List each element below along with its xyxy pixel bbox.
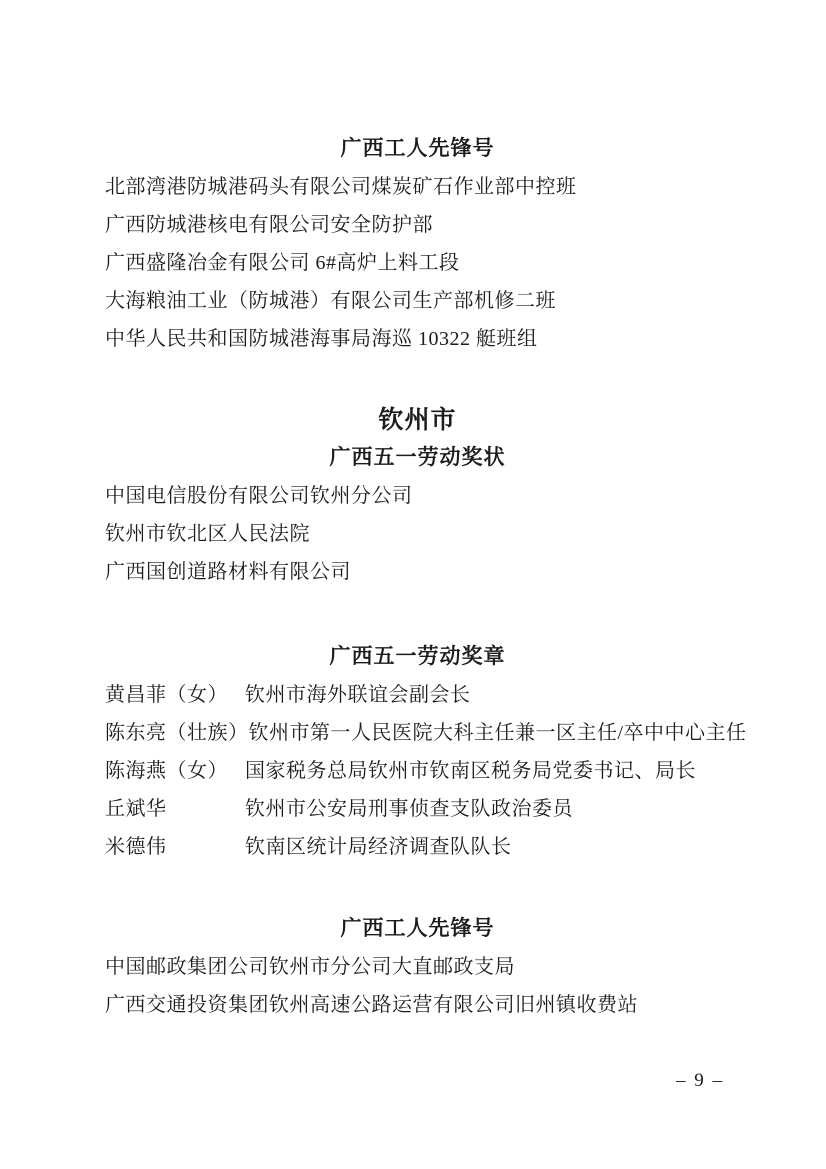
- section-pioneer-fangchenggang: [105, 130, 730, 358]
- section-heading: 广西五一劳动奖状: [329, 446, 506, 469]
- award-item: 中国电信股份有限公司钦州分公司: [105, 485, 413, 507]
- award-item: 广西交通投资集团钦州高速公路运营有限公司旧州镇收费站: [105, 994, 638, 1016]
- award-item: 中国邮政集团公司钦州市分公司大直邮政支局: [105, 956, 515, 978]
- recipient-title: 钦州市海外联谊会副会长: [245, 684, 471, 706]
- recipient-name: 陈东亮（壮族）: [105, 722, 249, 744]
- recipient-name: 米德伟: [105, 836, 167, 858]
- section-labor-award-certificate: [105, 439, 730, 591]
- city-heading: 钦州市: [378, 406, 457, 434]
- page-number: – 9 –: [676, 1070, 724, 1091]
- recipient-name: 陈海燕（女）: [105, 760, 228, 782]
- recipient-row: [105, 714, 747, 752]
- recipient-name: 丘斌华: [105, 798, 167, 820]
- recipient-name: 黄昌菲（女）: [105, 684, 228, 706]
- recipient-row: [105, 828, 730, 866]
- recipient-title: 钦州市公安局刑事侦查支队政治委员: [245, 798, 573, 820]
- section-pioneer-qinzhou: [105, 910, 730, 1024]
- recipient-row: [105, 752, 730, 790]
- recipient-title: 国家税务总局钦州市钦南区税务局党委书记、局长: [245, 760, 696, 782]
- section-heading: 广西工人先锋号: [340, 137, 495, 160]
- recipient-title: 钦南区统计局经济调查队队长: [245, 836, 512, 858]
- award-item: 广西防城港核电有限公司安全防护部: [105, 214, 433, 236]
- award-item: 钦州市钦北区人民法院: [105, 523, 310, 545]
- section-heading: 广西五一劳动奖章: [329, 645, 506, 668]
- award-item: 广西国创道路材料有限公司: [105, 561, 351, 583]
- section-labor-award-medal: [105, 638, 747, 866]
- recipient-row: [105, 790, 730, 828]
- award-item: 中华人民共和国防城港海事局海巡 10322 艇班组: [105, 328, 538, 350]
- award-item: 大海粮油工业（防城港）有限公司生产部机修二班: [105, 290, 556, 312]
- section-heading: 广西工人先锋号: [340, 917, 495, 940]
- recipient-title: 钦州市第一人民医院大科主任兼一区主任/卒中中心主任: [248, 722, 747, 744]
- recipient-row: [105, 676, 730, 714]
- award-item: 广西盛隆冶金有限公司 6#高炉上料工段: [105, 252, 460, 274]
- award-item: 北部湾港防城港码头有限公司煤炭矿石作业部中控班: [105, 176, 577, 198]
